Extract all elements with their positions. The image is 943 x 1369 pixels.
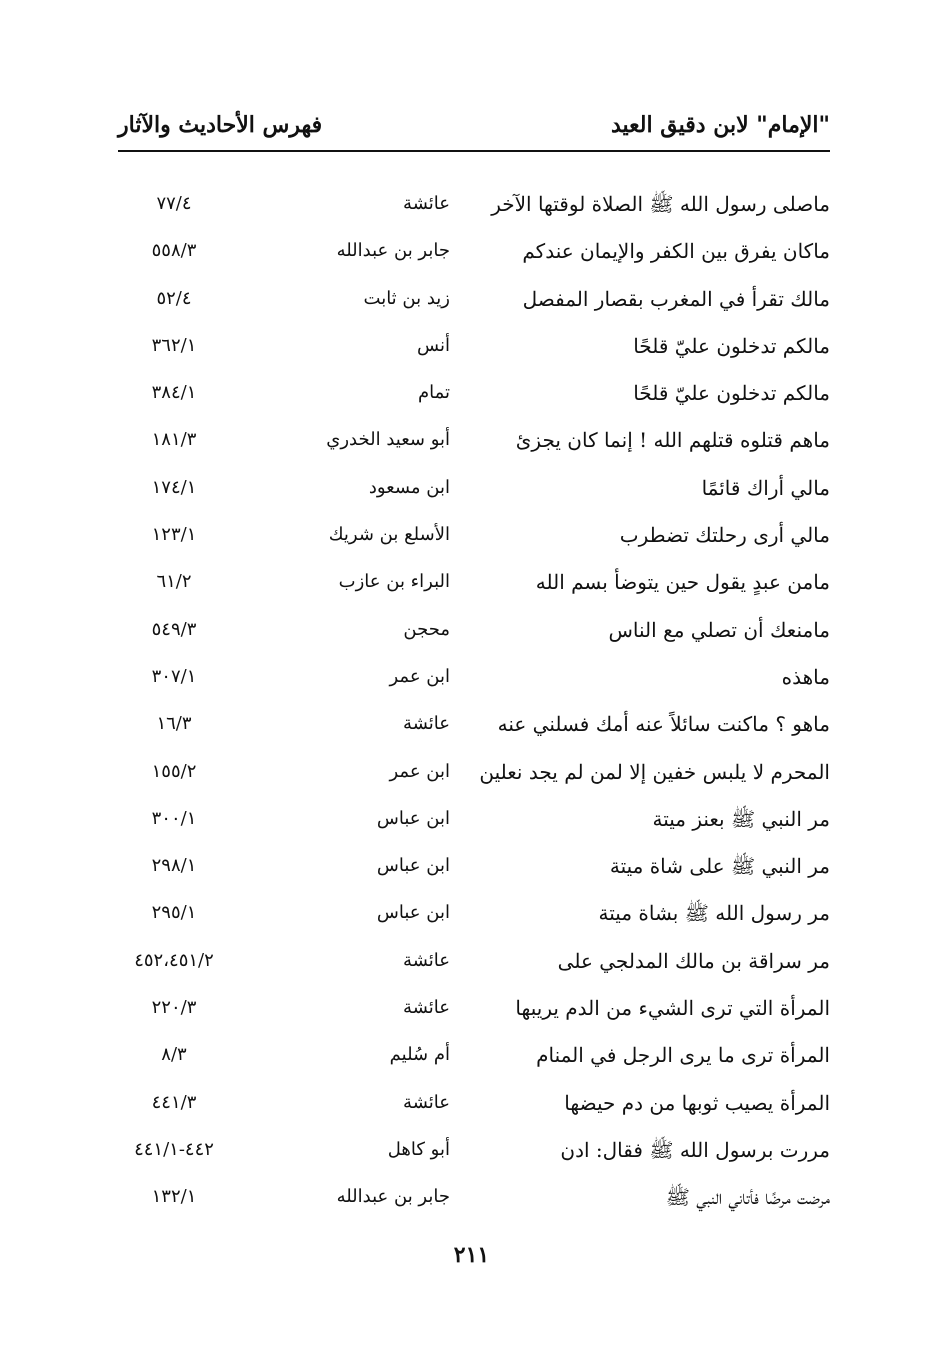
table-row xyxy=(118,987,830,1034)
volume-page-reference: ٣٦٢/١ xyxy=(151,334,197,356)
narrator-name: عائشة xyxy=(403,713,450,735)
narrator-name: عائشة xyxy=(403,949,450,971)
table-row xyxy=(118,278,830,325)
table-row xyxy=(118,372,830,419)
narrator-name: ابن مسعود xyxy=(368,476,450,498)
hadith-text: المرأة التي ترى الشيء من الدم يريبها xyxy=(515,996,830,1021)
volume-page-reference: ٤٤٢-٤٤١/١ xyxy=(134,1138,214,1160)
table-row xyxy=(118,798,830,845)
volume-page-reference: ٢٩٥/١ xyxy=(151,902,197,924)
volume-page-reference: ١٧٤/١ xyxy=(151,476,197,498)
hadith-text: مر النبي ﷺ بعنز ميتة xyxy=(652,806,830,831)
hadith-text: المحرم لا يلبس خفين إلا لمن لم يجد نعلين xyxy=(479,759,830,784)
hadith-text: مالكم تدخلون عليّ قلحًا xyxy=(633,333,830,358)
volume-page-reference: ١٣٢/١ xyxy=(151,1186,197,1208)
header-divider xyxy=(118,150,830,152)
narrator-name: أنس xyxy=(417,334,450,356)
table-row xyxy=(118,1129,830,1176)
narrator-name: أبو سعيد الخدري xyxy=(326,429,450,451)
table-row xyxy=(118,656,830,703)
table-row xyxy=(118,183,830,230)
table-row xyxy=(118,1034,830,1081)
table-row xyxy=(118,940,830,987)
hadith-text: مرضت مرضًا فأتاني النبي ﷺ xyxy=(665,1185,830,1210)
table-row xyxy=(118,419,830,466)
hadith-text: مامنعك أن تصلي مع الناس xyxy=(608,617,830,642)
table-row xyxy=(118,845,830,892)
volume-page-reference: ١٢٣/١ xyxy=(151,524,197,546)
table-row xyxy=(118,514,830,561)
volume-page-reference: ٧٧/٤ xyxy=(156,193,192,214)
hadith-text: المرأة يصيب ثوبها من دم حيضها xyxy=(564,1090,830,1115)
table-row xyxy=(118,1082,830,1129)
hadith-text: مر النبي ﷺ على شاة ميتة xyxy=(609,854,830,879)
hadith-text: ماكان يفرق بين الكفر والإيمان عندكم xyxy=(522,239,830,264)
hadith-text: مالي أراك قائمًا xyxy=(701,475,830,500)
page-header xyxy=(118,108,830,152)
narrator-name: زيد بن ثابت xyxy=(363,287,450,309)
narrator-name: عائشة xyxy=(403,1091,450,1113)
volume-page-reference: ٣٠٠/١ xyxy=(151,807,197,829)
volume-page-reference: ٣٨٤/١ xyxy=(151,382,197,404)
narrator-name: عائشة xyxy=(403,997,450,1019)
narrator-name: جابر بن عبدالله xyxy=(336,240,450,262)
narrator-name: ابن عباس xyxy=(376,807,450,829)
hadith-text: مررت برسول الله ﷺ فقال: ادن xyxy=(560,1137,830,1162)
volume-page-reference: ٢٩٨/١ xyxy=(151,855,197,877)
hadith-text: مامن عبدٍ يقول حين يتوضأ بسم الله xyxy=(535,570,830,595)
hadith-text: ماهو ؟ ماكنت سائلاً عنه أمك فسلني عنه xyxy=(497,712,830,737)
narrator-name: أبو كاهل xyxy=(387,1138,450,1160)
table-row xyxy=(118,609,830,656)
hadith-text: مر رسول الله ﷺ بشاة ميتة xyxy=(598,901,830,926)
table-row xyxy=(118,892,830,939)
narrator-name: جابر بن عبدالله xyxy=(336,1186,450,1208)
hadith-text: مالي أرى رحلتك تضطرب xyxy=(619,523,830,548)
volume-page-reference: ١٦/٣ xyxy=(156,713,192,735)
hadith-index-table xyxy=(118,183,830,1224)
book-title: "الإمام" لابن دقيق العيد xyxy=(610,112,830,138)
table-row xyxy=(118,230,830,277)
hadith-text: مالكم تدخلون عليّ قلحًا xyxy=(633,381,830,406)
hadith-text: ماهم قتلوه قتلهم الله ! إنما كان يجزئ xyxy=(515,428,830,453)
narrator-name: محجن xyxy=(403,618,450,640)
volume-page-reference: ٥٥٨/٣ xyxy=(151,240,197,262)
table-row xyxy=(118,751,830,798)
volume-page-reference: ١٥٥/٢ xyxy=(151,760,197,782)
volume-page-reference: ٦١/٢ xyxy=(156,571,192,593)
table-row xyxy=(118,1176,830,1223)
table-row xyxy=(118,561,830,608)
volume-page-reference: ٥٢/٤ xyxy=(156,287,192,309)
page-number: ٢١١ xyxy=(453,1242,490,1268)
narrator-name: أم سُليم xyxy=(389,1044,450,1066)
narrator-name: تمام xyxy=(417,382,450,404)
section-title: فهرس الأحاديث والآثار xyxy=(118,112,323,138)
narrator-name: ابن عمر xyxy=(389,665,450,687)
narrator-name: البراء بن عازب xyxy=(338,571,450,593)
narrator-name: الأسلع بن شريك xyxy=(328,524,450,546)
narrator-name: ابن عمر xyxy=(389,760,450,782)
hadith-text: مر سراقة بن مالك المدلجي على xyxy=(557,948,830,973)
narrator-name: ابن عباس xyxy=(376,855,450,877)
table-row xyxy=(118,325,830,372)
narrator-name: ابن عباس xyxy=(376,902,450,924)
volume-page-reference: ٤٥٢،٤٥١/٢ xyxy=(134,949,214,971)
hadith-text: مالك تقرأ في المغرب بقصار المفصل xyxy=(522,286,830,311)
volume-page-reference: ٨/٣ xyxy=(161,1044,187,1066)
hadith-text: ماصلى رسول الله ﷺ الصلاة لوقتها الآخر xyxy=(491,192,830,216)
volume-page-reference: ٣٠٧/١ xyxy=(151,665,197,687)
volume-page-reference: ١٨١/٣ xyxy=(151,429,197,451)
volume-page-reference: ٢٢٠/٣ xyxy=(151,997,197,1019)
table-row xyxy=(118,703,830,750)
volume-page-reference: ٥٤٩/٣ xyxy=(151,618,197,640)
table-row xyxy=(118,467,830,514)
hadith-text: ماهذه xyxy=(781,664,830,689)
hadith-text: المرأة ترى ما يرى الرجل في المنام xyxy=(536,1043,830,1068)
volume-page-reference: ٤٤١/٣ xyxy=(151,1091,197,1113)
narrator-name: عائشة xyxy=(403,193,450,214)
